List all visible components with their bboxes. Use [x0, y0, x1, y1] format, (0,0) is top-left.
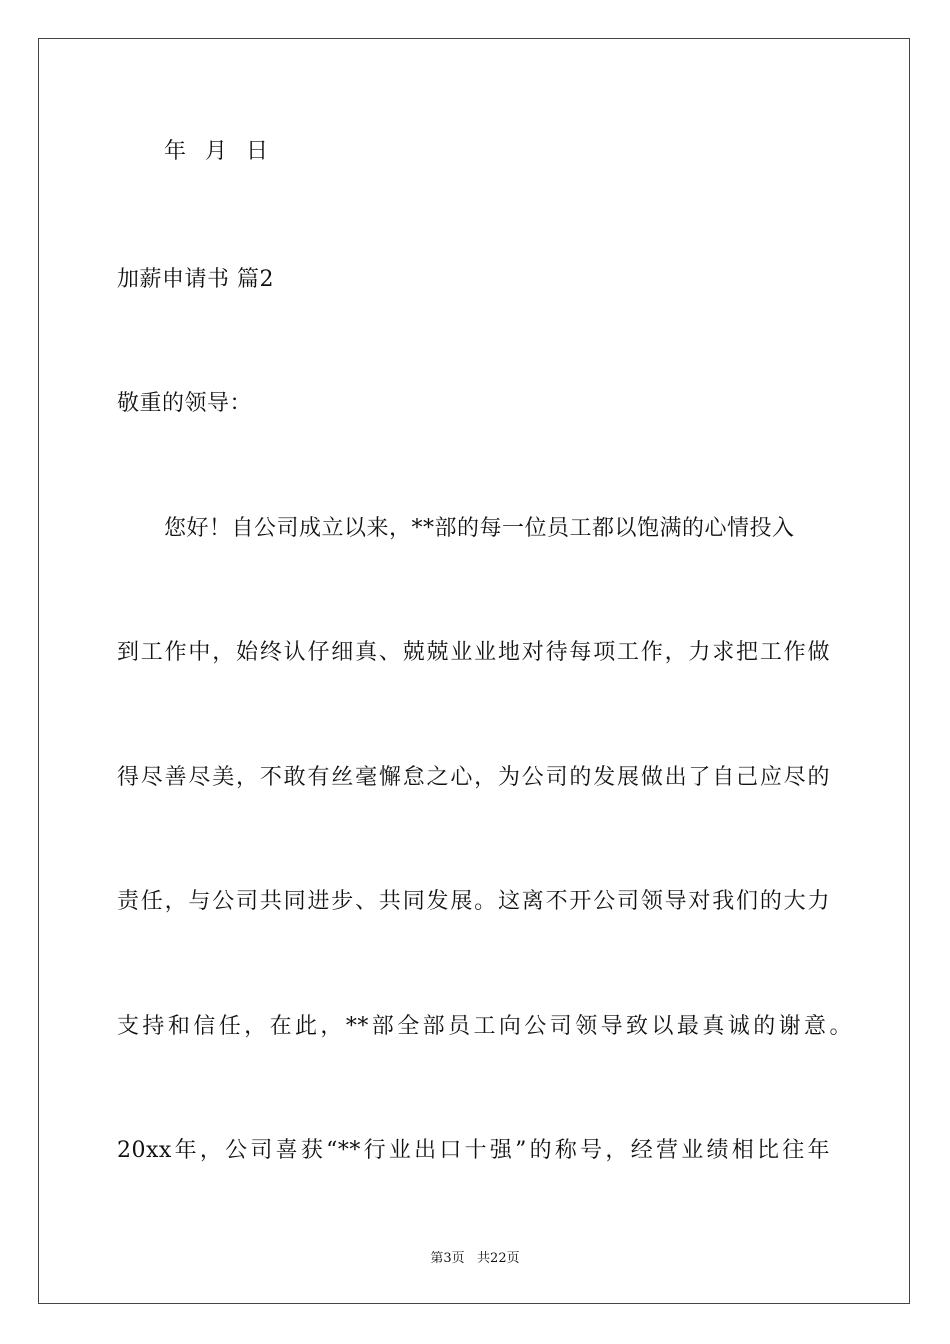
paragraph-line: 责任，与公司共同进步、共同发展。这离不开公司领导对我们的大力 [117, 889, 830, 914]
paragraph-line: 到工作中，始终认仔细真、兢兢业业地对待每项工作，力求把工作做 [117, 640, 830, 665]
paragraph-line: 得尽善尽美，不敢有丝毫懈怠之心，为公司的发展做出了自己应尽的 [117, 765, 830, 790]
salutation: 敬重的领导： [117, 391, 253, 416]
date-line: 年 月 日 [164, 139, 274, 164]
paragraph-line: 支持和信任，在此，**部全部员工向公司领导致以最真诚的谢意。 [117, 1014, 852, 1039]
paragraph-line: 您好！自公司成立以来，**部的每一位员工都以饱满的心情投入 [164, 516, 795, 541]
section-title: 加薪申请书 篇2 [117, 267, 274, 292]
page-border [38, 38, 910, 1304]
paragraph-line: 20xx年，公司喜获“**行业出口十强”的称号，经营业绩相比往年 [117, 1138, 830, 1163]
page-number-footer: 第3页 共22页 [430, 1251, 520, 1266]
